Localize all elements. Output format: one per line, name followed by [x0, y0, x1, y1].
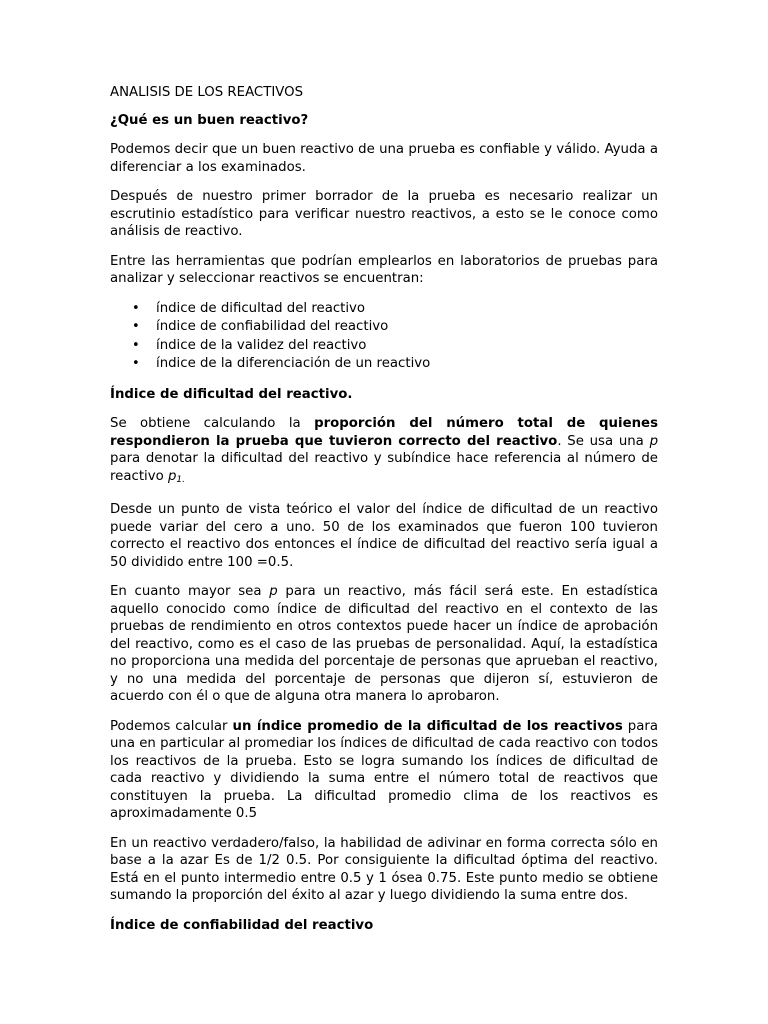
- section-heading-dificultad: Índice de dificultad del reactivo.: [110, 386, 353, 402]
- p-subscript-symbol: $p_{1.}$: [167, 468, 185, 485]
- p-symbol: p: [649, 433, 659, 449]
- list-item: • índice de la validez del reactivo: [110, 337, 658, 356]
- list-item: • índice de la diferenciación de un reactivo: [110, 355, 658, 374]
- list-item: • índice de confiabilidad del reactivo: [110, 318, 658, 337]
- list-item: • índice de dificultad del reactivo: [110, 300, 658, 319]
- bold-definition: proporción del número total de quienes respondieron la prueba que tuvieron correcto del reactivo: [110, 416, 658, 449]
- paragraph-promedio: Podemos calcular un índice promedio de la dificultad de los reactivos para una en particular al promediar los índices de dificultad de cada reactivo con todos los reactivos de la prueba. Esto se logra sumando los índices de dificultad de cada reactivo y dividiendo la suma entre el número total de reactivos que constituyen la prueba. La dificultad promedio clima de los reactivos es aproximadamente 0.5: [110, 718, 658, 821]
- tools-list: [110, 300, 658, 374]
- paragraph-mayor-p: En cuanto mayor sea p para un reactivo, más fácil será este. En estadística aquello conocido como índice de dificultad del reactivo en el contexto de las pruebas de rendimiento en otros contextos puede hacer un índice de aprobación del reactivo, como es el caso de las pruebas de personalidad. Aquí, la estadística no proporciona una medida del porcentaje de personas que aprueban el reactivo, y no una medida del porcentaje de personas que dijeron sí, estuvieron de acuerdo con él o que de alguna otra manera lo aprobaron.: [110, 584, 658, 704]
- paragraph-calculo: Se obtiene calculando la proporción del número total de quienes respondieron la prueba que tuvieron correcto del reactivo. Se usa una p para denotar la dificultad del reactivo y subíndice hace referencia al número de reactivo $p_{1.}$: [110, 416, 659, 485]
- document-body: [110, 84, 658, 946]
- question-heading: ¿Qué es un buen reactivo?: [110, 112, 309, 128]
- section-heading-confiabilidad: Índice de confiabilidad del reactivo: [110, 917, 374, 933]
- paragraph-definition: Podemos decir que un buen reactivo de una prueba es confiable y válido. Ayuda a diferenciar a los examinados.: [110, 142, 658, 175]
- bold-promedio: un índice promedio de la dificultad de los reactivos: [232, 718, 623, 734]
- paragraph-herramientas: Entre las herramientas que podrían emplearlos en laboratorios de pruebas para analizar y seleccionar reactivos se encuentran:: [110, 253, 658, 286]
- p-symbol: p: [269, 584, 278, 599]
- paragraph-teorico: Desde un punto de vista teórico el valor del índice de dificultad de un reactivo puede variar del cero a uno. 50 de los examinados que fueron 100 tuvieron correcto el reactivo dos entonces el índice de dificultad del reactivo sería igual a 50 dividido entre 100 =0.5.: [110, 502, 658, 570]
- paragraph-borrador: Después de nuestro primer borrador de la prueba es necesario realizar un escrutinio estadístico para verificar nuestro reactivos, a esto se le conoce como análisis de reactivo.: [110, 189, 658, 239]
- paragraph-verdadero-falso: En un reactivo verdadero/falso, la habilidad de adivinar en forma correcta sólo en base a la azar Es de 1/2 0.5. Por consiguiente la dificultad óptima del reactivo. Está en el punto intermedio entre 0.5 y 1 ósea 0.75. Este punto medio se obtiene sumando la proporción del éxito al azar y luego dividiendo la suma entre dos.: [110, 835, 658, 903]
- document-title: ANALISIS DE LOS REACTIVOS: [110, 85, 304, 100]
